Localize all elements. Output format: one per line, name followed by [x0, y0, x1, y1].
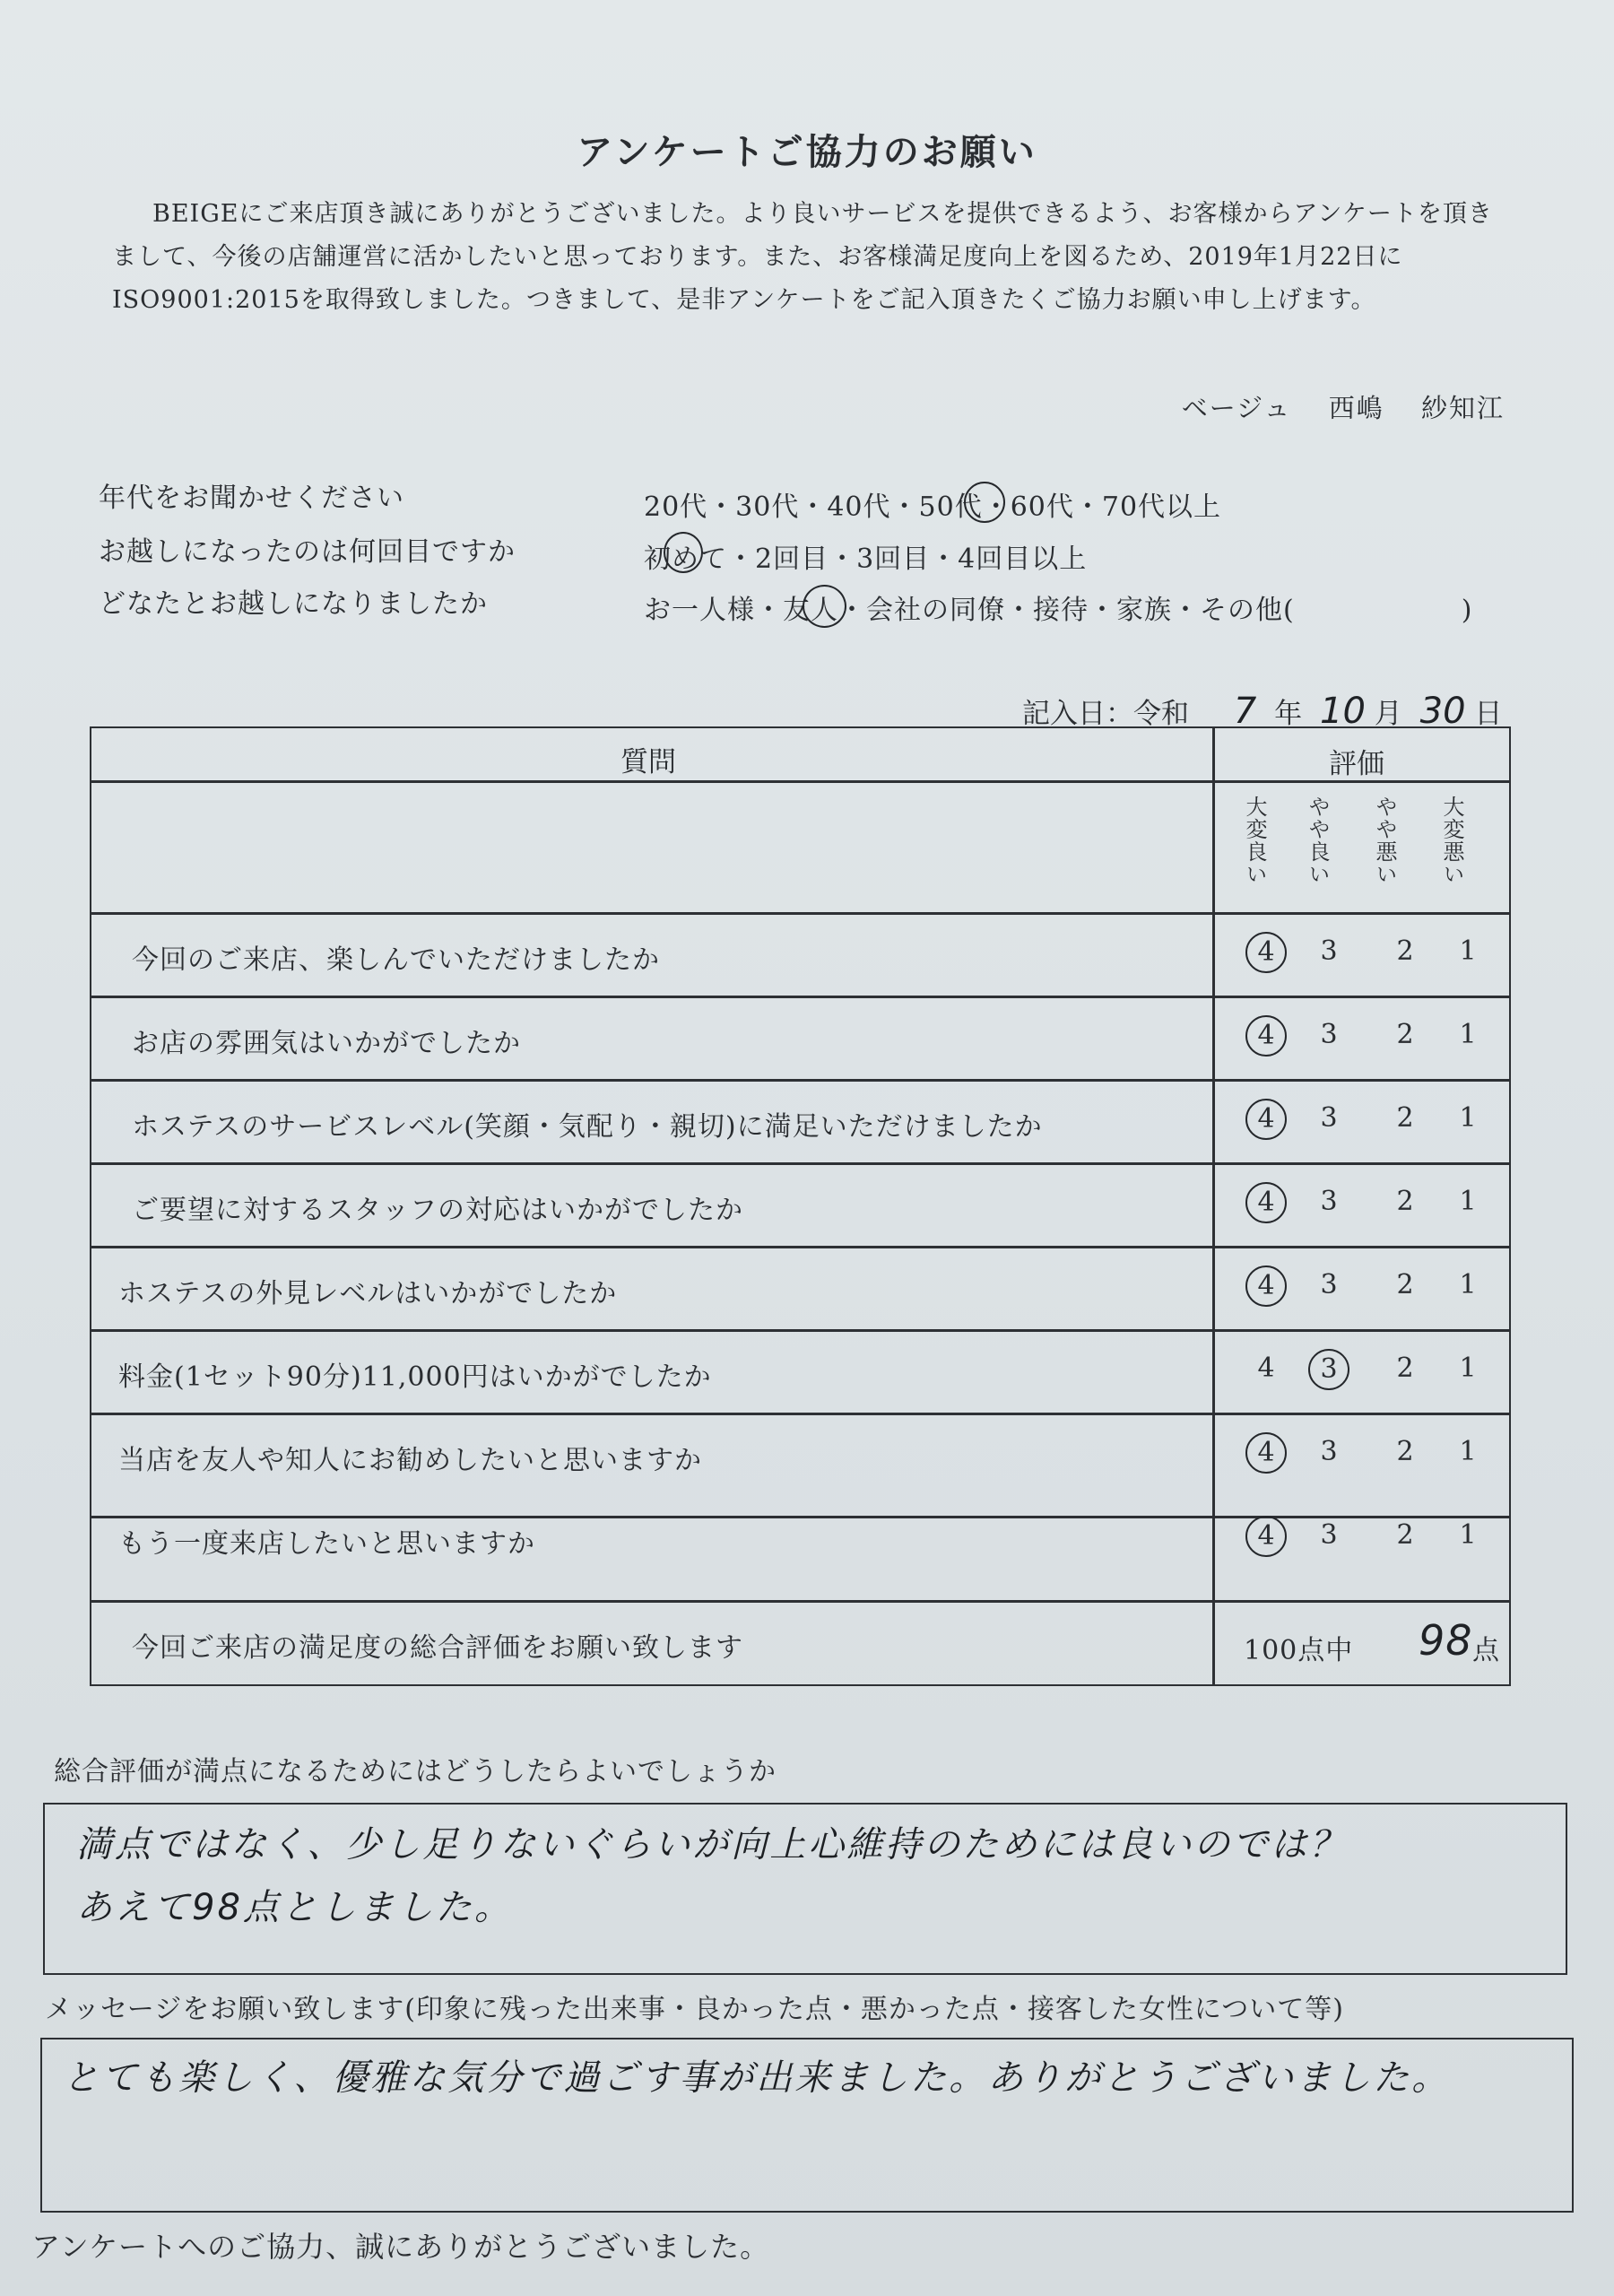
question-text: お店の雰囲気はいかがでしたか	[132, 1028, 521, 1059]
overall-question: 今回ご来店の満足度の総合評価をお願い致します	[132, 1632, 743, 1664]
selected-score-circle: 4	[1245, 1265, 1287, 1307]
overall-prefix: 100点中	[1244, 1635, 1354, 1666]
info-question-age: 年代をお聞かせください	[99, 483, 404, 514]
question-text: 今回のご来店、楽しんでいただけましたか	[132, 944, 660, 976]
score-option: 1	[1459, 1019, 1477, 1050]
date-year-unit: 年	[1274, 698, 1303, 730]
score-option: 3	[1320, 1102, 1338, 1134]
overall-unit: 点	[1472, 1635, 1500, 1666]
selected-score-circle: 4	[1245, 932, 1287, 973]
question-text: 料金(1セット90分)11,000円はいかがでしたか	[118, 1361, 712, 1393]
score-option: 3	[1320, 1186, 1338, 1217]
score-option: 2	[1396, 1269, 1414, 1300]
selected-score-circle: 3	[1308, 1349, 1349, 1390]
date-label: 記入日：令和	[1022, 698, 1189, 730]
selected-score-circle: 4	[1245, 1432, 1287, 1474]
score-option: 3	[1320, 1019, 1338, 1050]
selected-score-circle: 4	[1245, 1182, 1287, 1223]
improve-label: 総合評価が満点になるためにはどうしたらよいでしょうか	[54, 1756, 777, 1787]
score-option: 1	[1459, 1102, 1477, 1134]
score-option: 2	[1396, 1519, 1414, 1551]
score-option: 4	[1257, 1352, 1275, 1384]
rating-label-bad: やや悪い	[1372, 796, 1397, 885]
question-text: 当店を友人や知人にお勧めしたいと思いますか	[118, 1445, 702, 1476]
message-label: メッセージをお願い致します(印象に残った出来事・良かった点・悪かった点・接客した女性について等)	[45, 1994, 1345, 2025]
question-text: もう一度来店したいと思いますか	[118, 1528, 535, 1560]
score-option: 2	[1396, 1352, 1414, 1384]
selected-score-circle: 4	[1245, 1516, 1287, 1557]
score-option: 3	[1320, 1519, 1338, 1551]
score-option: 2	[1396, 1102, 1414, 1134]
improve-answer-line1: 満点ではなく、少し足りないぐらいが向上心維持のためには良いのでは？	[76, 1824, 1349, 1866]
message-answer: とても楽しく、優雅な気分で過ごす事が出来ました。ありがとうございました。	[63, 2057, 1451, 2099]
selected-score-circle: 4	[1245, 1099, 1287, 1140]
selection-circle-companion	[803, 585, 846, 628]
selection-circle-age	[964, 482, 1005, 523]
score-option: 2	[1396, 1186, 1414, 1217]
rating-label-very-good: 大変良い	[1242, 796, 1267, 885]
header-question: 質問	[620, 746, 676, 778]
score-option: 3	[1320, 1436, 1338, 1467]
survey-table	[90, 726, 1511, 1686]
score-option: 3	[1320, 935, 1338, 967]
date-year: 7	[1233, 691, 1257, 732]
info-options-age: 20代・30代・40代・50代・60代・70代以上	[644, 491, 1222, 523]
info-options-visits: 初めて・2回目・3回目・4回目以上	[644, 544, 1088, 575]
info-options-companion: お一人様・友人・会社の同僚・接待・家族・その他( )	[644, 595, 1473, 626]
overall-score: 98	[1419, 1616, 1473, 1665]
question-text: ホステスのサービスレベル(笑顔・気配り・親切)に満足いただけましたか	[132, 1111, 1043, 1143]
intro-paragraph: BEIGEにご来店頂き誠にありがとうございました。より良いサービスを提供できるよう、お客様からアンケートを頂きまして、今後の店舗運営に活かしたいと思っております。また、お客様満足度向上を図るため、2019年1月22日にISO9001:2015を取得致しました。つきまして、是非アンケートをご記入頂きたくご協力お願い申し上げます。	[112, 200, 1493, 314]
date-day-unit: 日	[1474, 698, 1503, 730]
score-option: 2	[1396, 1436, 1414, 1467]
question-text: ご要望に対するスタッフの対応はいかがでしたか	[132, 1195, 743, 1226]
score-option: 1	[1459, 935, 1477, 967]
score-option: 2	[1396, 1019, 1414, 1050]
improve-answer-line2: あえて98点としました。	[76, 1887, 513, 1928]
selection-circle-visits	[664, 532, 703, 573]
score-option: 1	[1459, 1186, 1477, 1217]
question-text: ホステスの外見レベルはいかがでしたか	[118, 1278, 618, 1309]
score-option: 2	[1396, 935, 1414, 967]
score-option: 1	[1459, 1519, 1477, 1551]
date-day: 30	[1419, 691, 1466, 732]
rating-label-good: やや良い	[1305, 796, 1330, 885]
header-rating: 評価	[1329, 748, 1384, 780]
rating-label-very-bad: 大変悪い	[1439, 796, 1464, 885]
selected-score-circle: 4	[1245, 1015, 1287, 1057]
score-option: 1	[1459, 1269, 1477, 1300]
info-question-companion: どなたとお越しになりましたか	[99, 588, 488, 620]
score-option: 3	[1320, 1269, 1338, 1300]
info-question-visits: お越しになったのは何回目ですか	[99, 536, 516, 568]
score-option: 1	[1459, 1436, 1477, 1467]
date-month: 10	[1320, 691, 1366, 732]
page-title: アンケートご協力のお願い	[577, 131, 1037, 173]
score-option: 1	[1459, 1352, 1477, 1384]
date-month-unit: 月	[1374, 698, 1402, 730]
signature: ベージュ 西嶋 紗知江	[1181, 393, 1505, 423]
footer-thanks: アンケートへのご協力、誠にありがとうございました。	[31, 2230, 770, 2264]
